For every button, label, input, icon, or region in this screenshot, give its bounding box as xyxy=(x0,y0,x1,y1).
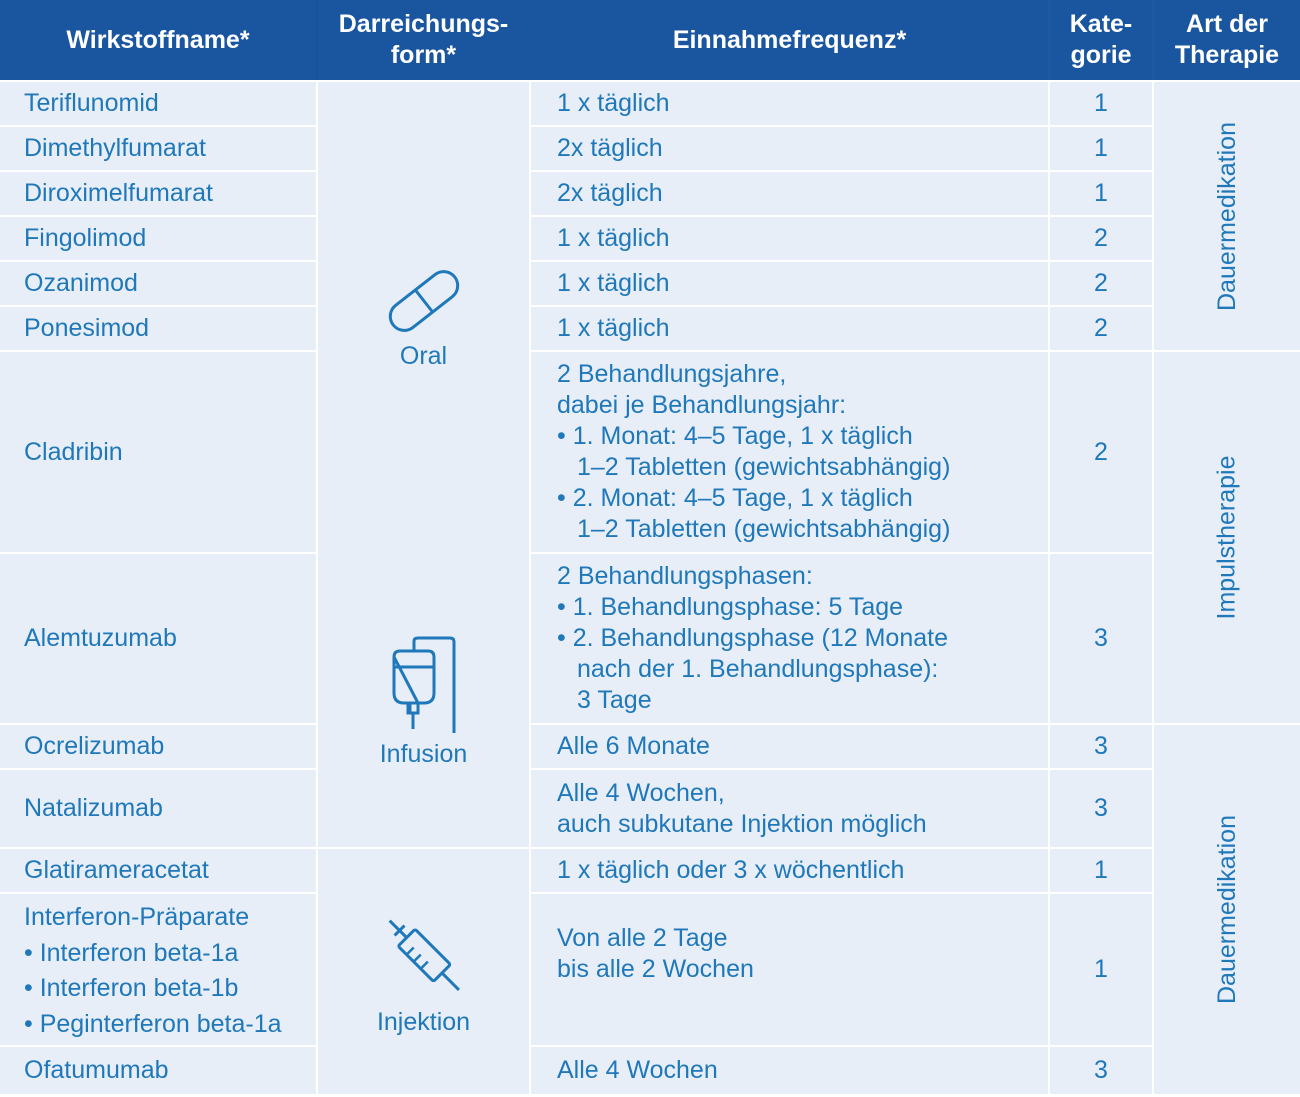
table-row-category xyxy=(1050,262,1152,305)
table-row-category xyxy=(1050,849,1152,892)
table-row-name xyxy=(0,725,316,768)
drug-name: Diroximelfumarat xyxy=(24,179,213,207)
category-value: 3 xyxy=(1094,624,1108,652)
frequency-line: 1 x täglich xyxy=(557,314,670,342)
category-value: 1 xyxy=(1094,955,1108,983)
frequency-bullet: • 1. Behandlungsphase: 5 Tage xyxy=(557,593,904,621)
frequency-line: 2 Behandlungsjahre, xyxy=(557,360,787,388)
capsule-icon xyxy=(383,264,465,338)
drug-subitem: • Interferon beta-1b xyxy=(24,974,239,1002)
table-row-category xyxy=(1050,894,1152,1045)
frequency-line: Von alle 2 Tage xyxy=(557,923,728,952)
drug-subitem: • Peginterferon beta-1a xyxy=(24,1009,282,1038)
form-label-infusion: Infusion xyxy=(379,740,468,768)
header-wirkstoffname xyxy=(0,0,316,80)
table-row-frequency xyxy=(531,172,1048,215)
table-row-frequency xyxy=(531,770,1048,847)
category-value: 1 xyxy=(1094,89,1108,117)
header-darreichungsform-line2: form* xyxy=(390,41,457,69)
category-value: 3 xyxy=(1094,732,1108,760)
drug-name: Alemtuzumab xyxy=(24,624,177,652)
header-art-line1: Art der xyxy=(1186,10,1268,38)
table-row-category xyxy=(1050,82,1152,125)
frequency-line: 1 x täglich xyxy=(557,89,670,117)
table-row-frequency xyxy=(531,352,1048,552)
table-row-name xyxy=(0,262,316,305)
form-label-oral: Oral xyxy=(399,342,448,370)
frequency-line: 2x täglich xyxy=(557,179,663,207)
table-row-name xyxy=(0,894,316,1045)
table-row-name xyxy=(0,1047,316,1094)
header-kategorie xyxy=(1050,0,1152,80)
header-einnahmefrequenz xyxy=(531,0,1048,80)
syringe-icon xyxy=(378,908,472,1004)
frequency-line: Alle 4 Wochen xyxy=(557,1056,718,1084)
table-row-name xyxy=(0,127,316,170)
table-row-category xyxy=(1050,352,1152,552)
drug-name: Teriflunomid xyxy=(24,89,159,117)
drug-name: Ofatumumab xyxy=(24,1056,169,1084)
table-row-frequency xyxy=(531,554,1048,723)
table-row-frequency xyxy=(531,127,1048,170)
frequency-line: 1 x täglich xyxy=(557,269,670,297)
therapy-type-group-2 xyxy=(1154,352,1300,723)
frequency-line: bis alle 2 Wochen xyxy=(557,954,754,983)
category-value: 1 xyxy=(1094,856,1108,884)
table-row-category xyxy=(1050,770,1152,847)
header-art-der-therapie xyxy=(1154,0,1300,80)
table-row-category xyxy=(1050,307,1152,350)
table-row-category xyxy=(1050,217,1152,260)
drug-name: Natalizumab xyxy=(24,794,163,822)
table-row-frequency xyxy=(531,217,1048,260)
table-row-frequency xyxy=(531,262,1048,305)
header-kategorie-line2: gorie xyxy=(1070,41,1132,69)
category-value: 1 xyxy=(1094,179,1108,207)
table-row-frequency xyxy=(531,894,1048,1045)
drug-name: Glatirameracetat xyxy=(24,856,209,884)
category-value: 2 xyxy=(1094,437,1108,466)
frequency-line: 2 Behandlungsphasen: xyxy=(557,562,813,590)
form-label-injektion: Injektion xyxy=(376,1008,471,1036)
category-value: 3 xyxy=(1094,1056,1108,1084)
header-darreichungsform xyxy=(318,0,529,80)
table-row-category xyxy=(1050,554,1152,723)
table-row-frequency xyxy=(531,849,1048,892)
therapy-type-group-3 xyxy=(1154,725,1300,1094)
category-value: 1 xyxy=(1094,134,1108,162)
category-value: 2 xyxy=(1094,269,1108,297)
category-value: 2 xyxy=(1094,224,1108,252)
frequency-line: 1 x täglich xyxy=(557,224,670,252)
category-value: 3 xyxy=(1094,794,1108,822)
frequency-line: auch subkutane Injektion möglich xyxy=(557,809,927,838)
drug-name: Fingolimod xyxy=(24,224,147,252)
drug-name: Dimethylfumarat xyxy=(24,134,206,162)
table-row-category xyxy=(1050,1047,1152,1094)
frequency-line: Alle 4 Wochen, xyxy=(557,778,725,807)
table-row-name xyxy=(0,770,316,847)
table-row-name xyxy=(0,217,316,260)
table-row-frequency xyxy=(531,307,1048,350)
frequency-line: Alle 6 Monate xyxy=(557,732,710,760)
frequency-line: 3 Tage xyxy=(577,686,652,714)
frequency-line: 2x täglich xyxy=(557,134,663,162)
table-row-name xyxy=(0,82,316,125)
table-row-name xyxy=(0,554,316,723)
header-darreichungsform-line1: Darreichungs- xyxy=(338,10,509,38)
frequency-bullet: • 2. Monat: 4–5 Tage, 1 x täglich xyxy=(557,484,913,512)
frequency-line: 1–2 Tabletten (gewichtsabhängig) xyxy=(577,515,951,543)
header-wirkstoffname-label: Wirkstoffname* xyxy=(66,25,250,54)
header-kategorie-line1: Kate- xyxy=(1069,10,1133,38)
iv-bag-icon xyxy=(388,635,460,735)
category-value: 2 xyxy=(1094,314,1108,342)
table-row-name xyxy=(0,172,316,215)
table-row-name xyxy=(0,849,316,892)
table-row-frequency xyxy=(531,1047,1048,1094)
drug-name: Ocrelizumab xyxy=(24,732,165,760)
therapy-type-label: Dauermedikation xyxy=(1212,121,1241,311)
therapy-type-group-1 xyxy=(1154,82,1300,350)
header-einnahmefrequenz-label: Einnahmefrequenz* xyxy=(672,25,907,54)
drug-name: Ponesimod xyxy=(24,314,150,342)
frequency-bullet: • 2. Behandlungsphase (12 Monate xyxy=(557,624,948,652)
drug-subitem: • Interferon beta-1a xyxy=(24,938,239,967)
table-row-frequency xyxy=(531,725,1048,768)
drug-name: Ozanimod xyxy=(24,269,138,297)
table-row-category xyxy=(1050,172,1152,215)
drug-name: Cladribin xyxy=(24,437,123,466)
therapy-type-label: Dauermedikation xyxy=(1212,815,1241,1004)
table-row-category xyxy=(1050,725,1152,768)
frequency-line: 1 x täglich oder 3 x wöchentlich xyxy=(557,856,905,884)
frequency-line: dabei je Behandlungsjahr: xyxy=(557,391,847,419)
frequency-line: 1–2 Tabletten (gewichtsabhängig) xyxy=(577,453,951,481)
table-row-name xyxy=(0,307,316,350)
table-row-name xyxy=(0,352,316,552)
frequency-bullet: • 1. Monat: 4–5 Tage, 1 x täglich xyxy=(557,422,913,450)
header-art-line2: Therapie xyxy=(1174,41,1280,69)
frequency-line: nach der 1. Behandlungsphase): xyxy=(577,655,939,683)
drug-name: Interferon-Präparate xyxy=(24,903,250,931)
therapy-type-label: Impulstherapie xyxy=(1212,455,1241,620)
table-row-category xyxy=(1050,127,1152,170)
table-row-frequency xyxy=(531,82,1048,125)
